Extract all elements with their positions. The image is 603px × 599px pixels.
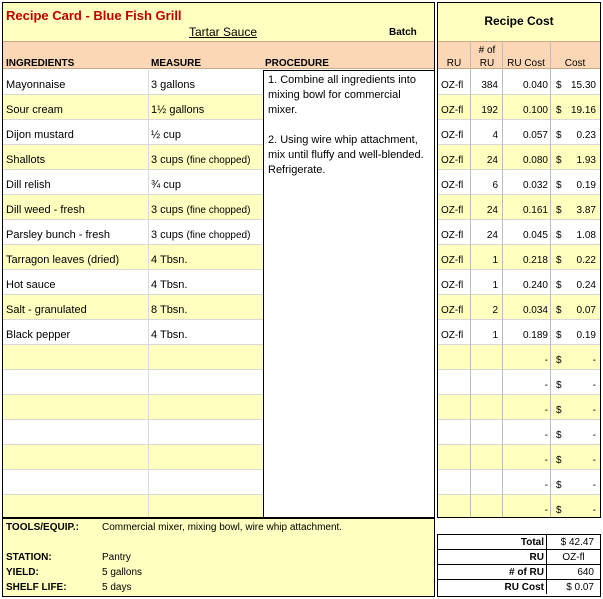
measure-value: ½ cup — [151, 129, 181, 141]
shelf-life-row — [6, 582, 131, 593]
cost-row — [438, 345, 600, 370]
ru-cost-cell: 0.189 — [522, 330, 548, 341]
cost-row — [438, 370, 600, 395]
cost-cell: 0.19 — [576, 180, 596, 191]
ingredient-name: Dijon mustard — [6, 129, 74, 141]
column-divider — [502, 41, 503, 517]
num-ru-cell: 192 — [481, 105, 498, 116]
ingredient-row — [3, 195, 263, 220]
num-ru-header-line2: RU — [479, 58, 495, 69]
ru-cost-cell: 0.080 — [522, 155, 548, 166]
measure-value: 4 Tbsn. — [151, 254, 188, 266]
station-value: Pantry — [102, 552, 131, 563]
ru-cell: OZ-fl — [441, 305, 464, 316]
ru-label: RU — [529, 552, 544, 563]
ru-cost-cell: 0.032 — [522, 180, 548, 191]
column-divider — [148, 320, 149, 345]
cost-cell: 1.93 — [576, 155, 596, 166]
ingredient-row — [3, 270, 263, 295]
cost-cell: 0.23 — [576, 130, 596, 141]
total-row — [438, 535, 600, 550]
dollar-sign: $ — [556, 230, 562, 241]
ru-cost-cell: 0.240 — [522, 280, 548, 291]
num-ru-cell: 1 — [492, 255, 498, 266]
measure-value: 3 cups — [151, 154, 184, 166]
cost-row — [438, 270, 600, 295]
procedure-step-1: 1. Combine all ingredients into mixing bowl for commercial mixer. — [268, 74, 416, 116]
procedure-header: PROCEDURE — [265, 58, 329, 69]
ingredient-measure — [151, 304, 188, 316]
ru-row — [438, 550, 600, 565]
num-ru-cell: 1 — [492, 330, 498, 341]
ingredient-row — [3, 245, 263, 270]
ingredient-row — [3, 295, 263, 320]
ingredient-row — [3, 70, 263, 95]
cost-cell: - — [592, 505, 596, 516]
shelf-life-value: 5 days — [102, 582, 132, 593]
num-ru-cell: 384 — [481, 80, 498, 91]
total-value: $ 42.47 — [546, 535, 600, 549]
measure-value: 4 Tbsn. — [151, 329, 188, 341]
ru-cost-cell: 0.100 — [522, 105, 548, 116]
ru-cost-cell: - — [544, 455, 548, 466]
ru-cell: OZ-fl — [441, 255, 464, 266]
cost-cell: - — [592, 355, 596, 366]
ru-cost-row — [438, 580, 600, 595]
ingredient-measure — [151, 79, 195, 91]
ingredient-row — [3, 470, 263, 495]
procedure-box — [263, 70, 435, 518]
ru-cost-cell: - — [544, 405, 548, 416]
measure-note: (fine chopped) — [186, 205, 251, 216]
num-ru-cell: 2 — [492, 305, 498, 316]
ru-cost-cell: - — [544, 380, 548, 391]
cost-row — [438, 95, 600, 120]
dollar-sign: $ — [556, 330, 562, 341]
measure-value: 3 gallons — [151, 79, 196, 91]
ru-cost-label: RU Cost — [504, 582, 544, 593]
ru-cell: OZ-fl — [441, 230, 464, 241]
num-ru-header-line1: # of — [478, 45, 496, 56]
ingredient-row — [3, 345, 263, 370]
column-divider — [148, 220, 149, 245]
dollar-sign: $ — [556, 430, 562, 441]
recipe-card — [2, 2, 435, 518]
ru-cost-cell: 0.161 — [522, 205, 548, 216]
column-divider — [148, 120, 149, 145]
ingredient-name: Sour cream — [6, 104, 63, 116]
ru-cost-cell: 0.057 — [522, 130, 548, 141]
procedure-step-2: 2. Using wire whip attachment, mix until fluffy and well-blended. Refrigerate. — [268, 134, 424, 176]
yield-value: 5 gallons — [102, 567, 143, 578]
cost-header — [438, 3, 600, 41]
ru-cell: OZ-fl — [441, 155, 464, 166]
measure-value: 8 Tbsn. — [151, 304, 188, 316]
dollar-sign: $ — [556, 280, 562, 291]
ingredient-row — [3, 445, 263, 470]
column-divider — [470, 41, 471, 517]
ingredient-row — [3, 495, 263, 518]
cost-row — [438, 220, 600, 245]
cost-row — [438, 245, 600, 270]
column-divider — [148, 395, 149, 420]
column-divider — [148, 245, 149, 270]
ingredient-measure — [151, 104, 204, 116]
measure-value: 3 cups — [151, 229, 184, 241]
cost-row — [438, 420, 600, 445]
recipe-cost-panel — [437, 2, 601, 518]
dollar-sign: $ — [556, 355, 562, 366]
cost-row — [438, 195, 600, 220]
ingredient-measure — [151, 204, 250, 216]
ingredient-name: Hot sauce — [6, 279, 56, 291]
column-divider — [148, 70, 149, 95]
ingredient-name: Parsley bunch - fresh — [6, 229, 110, 241]
cost-cell: - — [592, 405, 596, 416]
cost-cell: 15.30 — [570, 80, 596, 91]
cost-cell: - — [592, 480, 596, 491]
measure-note: (fine chopped) — [186, 230, 251, 241]
dollar-sign: $ — [556, 205, 562, 216]
num-ru-value: 640 — [546, 565, 600, 579]
num-ru-row — [438, 565, 600, 580]
column-divider — [148, 345, 149, 370]
ingredient-measure — [151, 179, 181, 191]
ingredient-row — [3, 320, 263, 345]
ingredient-row — [3, 395, 263, 420]
measure-value: 3 cups — [151, 204, 184, 216]
ingredient-name: Dill weed - fresh — [6, 204, 85, 216]
column-divider — [148, 495, 149, 518]
cost-row — [438, 70, 600, 95]
ru-cost-cell: 0.034 — [522, 305, 548, 316]
column-divider — [148, 270, 149, 295]
cost-totals — [437, 534, 601, 597]
ingredient-name: Salt - granulated — [6, 304, 87, 316]
measure-header: MEASURE — [151, 58, 202, 69]
ru-cell: OZ-fl — [441, 80, 464, 91]
ru-cost-cell: 0.045 — [522, 230, 548, 241]
ingredient-measure — [151, 279, 188, 291]
ru-cost-header: RU Cost — [507, 58, 545, 69]
dollar-sign: $ — [556, 80, 562, 91]
cost-title: Recipe Cost — [484, 14, 554, 28]
num-ru-cell: 4 — [492, 130, 498, 141]
ingredients-column-header — [3, 41, 434, 69]
dollar-sign: $ — [556, 105, 562, 116]
ru-cost-cell: - — [544, 355, 548, 366]
total-label: Total — [520, 537, 544, 548]
station-row — [6, 552, 131, 563]
ru-cell: OZ-fl — [441, 130, 464, 141]
cost-cell: - — [592, 380, 596, 391]
ingredient-name: Tarragon leaves (dried) — [6, 254, 120, 266]
ingredient-row — [3, 170, 263, 195]
ingredient-row — [3, 220, 263, 245]
cost-cell: - — [592, 455, 596, 466]
column-divider — [148, 195, 149, 220]
dollar-sign: $ — [556, 155, 562, 166]
cost-row — [438, 470, 600, 495]
ru-cost-cell: - — [544, 505, 548, 516]
dollar-sign: $ — [556, 255, 562, 266]
tools-row — [6, 522, 342, 533]
ru-cost-cell: 0.218 — [522, 255, 548, 266]
shelf-life-label: SHELF LIFE: — [6, 582, 67, 593]
cost-cell: 19.16 — [570, 105, 596, 116]
cost-cell: 0.07 — [576, 305, 596, 316]
ru-cost-cell: 0.040 — [522, 80, 548, 91]
ru-cost-value: $ 0.07 — [546, 580, 600, 594]
cost-row — [438, 395, 600, 420]
column-divider — [148, 470, 149, 495]
ingredient-name: Dill relish — [6, 179, 51, 191]
ingredient-row — [3, 95, 263, 120]
ru-header: RU — [446, 58, 462, 69]
column-divider — [148, 170, 149, 195]
cost-row — [438, 170, 600, 195]
ingredient-measure — [151, 154, 250, 166]
dollar-sign: $ — [556, 505, 562, 516]
column-divider — [148, 295, 149, 320]
cost-row — [438, 495, 600, 518]
column-divider — [550, 41, 551, 517]
card-title: Recipe Card - Blue Fish Grill — [6, 8, 182, 23]
ingredient-row — [3, 420, 263, 445]
card-header — [3, 3, 434, 41]
ingredients-header: INGREDIENTS — [6, 58, 75, 69]
ingredient-measure — [151, 254, 188, 266]
num-ru-cell: 24 — [486, 205, 498, 216]
column-divider — [148, 145, 149, 170]
ru-cell: OZ-fl — [441, 205, 464, 216]
cost-row — [438, 320, 600, 345]
dollar-sign: $ — [556, 130, 562, 141]
ru-cell: OZ-fl — [441, 105, 464, 116]
dollar-sign: $ — [556, 305, 562, 316]
cost-row — [438, 295, 600, 320]
ru-cost-cell: - — [544, 430, 548, 441]
recipe-info — [2, 518, 435, 597]
measure-value: 4 Tbsn. — [151, 279, 188, 291]
ingredient-name: Black pepper — [6, 329, 71, 341]
column-divider — [148, 445, 149, 470]
dollar-sign: $ — [556, 380, 562, 391]
dollar-sign: $ — [556, 455, 562, 466]
num-ru-cell: 24 — [486, 230, 498, 241]
column-divider — [148, 95, 149, 120]
cost-cell: 0.24 — [576, 280, 596, 291]
recipe-name: Tartar Sauce — [189, 25, 258, 39]
ingredient-measure — [151, 129, 181, 141]
cost-cell: 0.19 — [576, 330, 596, 341]
num-ru-cell: 1 — [492, 280, 498, 291]
ru-cell: OZ-fl — [441, 330, 464, 341]
cost-row — [438, 145, 600, 170]
cost-column-header — [438, 41, 600, 69]
ingredient-name: Mayonnaise — [6, 79, 66, 91]
ru-value: OZ-fl — [546, 550, 600, 564]
yield-label: YIELD: — [6, 567, 39, 578]
column-divider — [148, 370, 149, 395]
cost-cell: - — [592, 430, 596, 441]
column-divider — [148, 420, 149, 445]
num-ru-cell: 24 — [486, 155, 498, 166]
cost-cell: 0.22 — [576, 255, 596, 266]
num-ru-label: # of RU — [509, 567, 544, 578]
tools-value: Commercial mixer, mixing bowl, wire whip attachment. — [102, 522, 343, 533]
dollar-sign: $ — [556, 405, 562, 416]
cost-header-label: Cost — [564, 58, 586, 69]
tools-label: TOOLS/EQUIP.: — [6, 522, 79, 533]
measure-note: (fine chopped) — [186, 155, 251, 166]
num-ru-cell: 6 — [492, 180, 498, 191]
ingredient-row — [3, 370, 263, 395]
batch-label: Batch — [389, 27, 417, 38]
station-label: STATION: — [6, 552, 52, 563]
ingredient-name: Shallots — [6, 154, 46, 166]
cost-cell: 1.08 — [576, 230, 596, 241]
cost-row — [438, 120, 600, 145]
ingredient-measure — [151, 329, 188, 341]
ingredient-row — [3, 145, 263, 170]
ingredient-measure — [151, 229, 250, 241]
cost-row — [438, 445, 600, 470]
yield-row — [6, 567, 142, 578]
ru-cell: OZ-fl — [441, 180, 464, 191]
dollar-sign: $ — [556, 180, 562, 191]
ingredient-row — [3, 120, 263, 145]
measure-value: 1½ gallons — [151, 104, 205, 116]
ru-cell: OZ-fl — [441, 280, 464, 291]
cost-cell: 3.87 — [576, 205, 596, 216]
ru-cost-cell: - — [544, 480, 548, 491]
dollar-sign: $ — [556, 480, 562, 491]
measure-value: ¾ cup — [151, 179, 181, 191]
